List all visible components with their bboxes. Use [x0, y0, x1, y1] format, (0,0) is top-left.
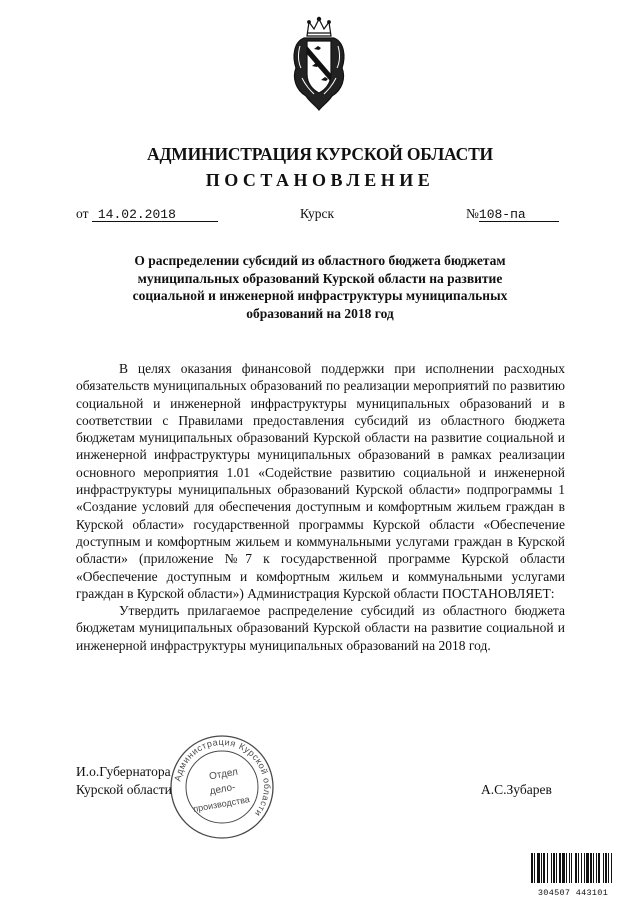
- stamp-ring-text: Администрация Курской области: [172, 736, 273, 819]
- signatory-position: [76, 763, 172, 799]
- date-field: [76, 206, 218, 222]
- stamp-text-line: дело-: [208, 781, 237, 798]
- date-prefix: от: [76, 206, 89, 221]
- barcode-bars: [531, 853, 615, 883]
- city-label: Курск: [300, 206, 335, 221]
- document-barcode: [531, 853, 615, 898]
- signatory-position-line: Курской области: [76, 782, 172, 797]
- number-value: 108-па: [479, 208, 559, 222]
- number-prefix: №: [466, 206, 479, 221]
- document-subject: О распределении субсидий из областного бюджета бюджетам муниципальных образований Курской области на развитие социальной и инженерной инфраструктуры муниципальных образований на 2018 год: [132, 253, 508, 321]
- number-field: [466, 206, 559, 222]
- signatory-name: А.С.Зубарев: [481, 782, 552, 797]
- coat-of-arms-emblem: [288, 16, 350, 114]
- office-stamp: [168, 733, 276, 841]
- body-paragraph: Утвердить прилагаемое распределение субсидий из областного бюджета бюджетам муниципальных образований Курской области на развитие социальной и инженерной инфраструктуры муниципальных образований на 2018 год.: [76, 603, 565, 653]
- body-paragraph: В целях оказания финансовой поддержки при исполнении расходных обязательств муниципальных образований по реализации мероприятий по развитию социальной и инженерной инфраструктуры муниципальных образований и в соответствии с Правилами предоставления субсидий из областного бюджета бюджетам муниципальных образований Курской области на развитие социальной и инженерной инфраструктуры муниципальных образований в рамках реализации основного мероприятия 1.01 «Содействие развитию социальной и инженерной инфраструктуры муниципальных образований Курской области» подпрограммы 1 «Создание условий для обеспечения доступным и комфортным жильем граждан в Курской области» государственной программы Курской области «Обеспечение доступным и комфортным жильем и коммунальными услугами граждан в Курской области» (приложение №7 к государственной программе Курской области «Обеспечение доступным и комфортным жильем и коммунальными услугами граждан в Курской области») Администрация Курской области ПОСТАНОВЛЯЕТ:: [76, 361, 565, 601]
- stamp-text-line: Отдел: [208, 766, 239, 783]
- stamp-text-line: производства: [192, 794, 251, 814]
- document-type-title: ПОСТАНОВЛЕНИЕ: [205, 170, 435, 190]
- administration-title: АДМИНИСТРАЦИЯ КУРСКОЙ ОБЛАСТИ: [147, 144, 493, 164]
- signatory-position-line: И.о.Губернатора: [76, 764, 171, 779]
- barcode-number: 304507 443101: [537, 888, 609, 898]
- date-value: 14.02.2018: [92, 208, 218, 222]
- document-body: [76, 360, 565, 654]
